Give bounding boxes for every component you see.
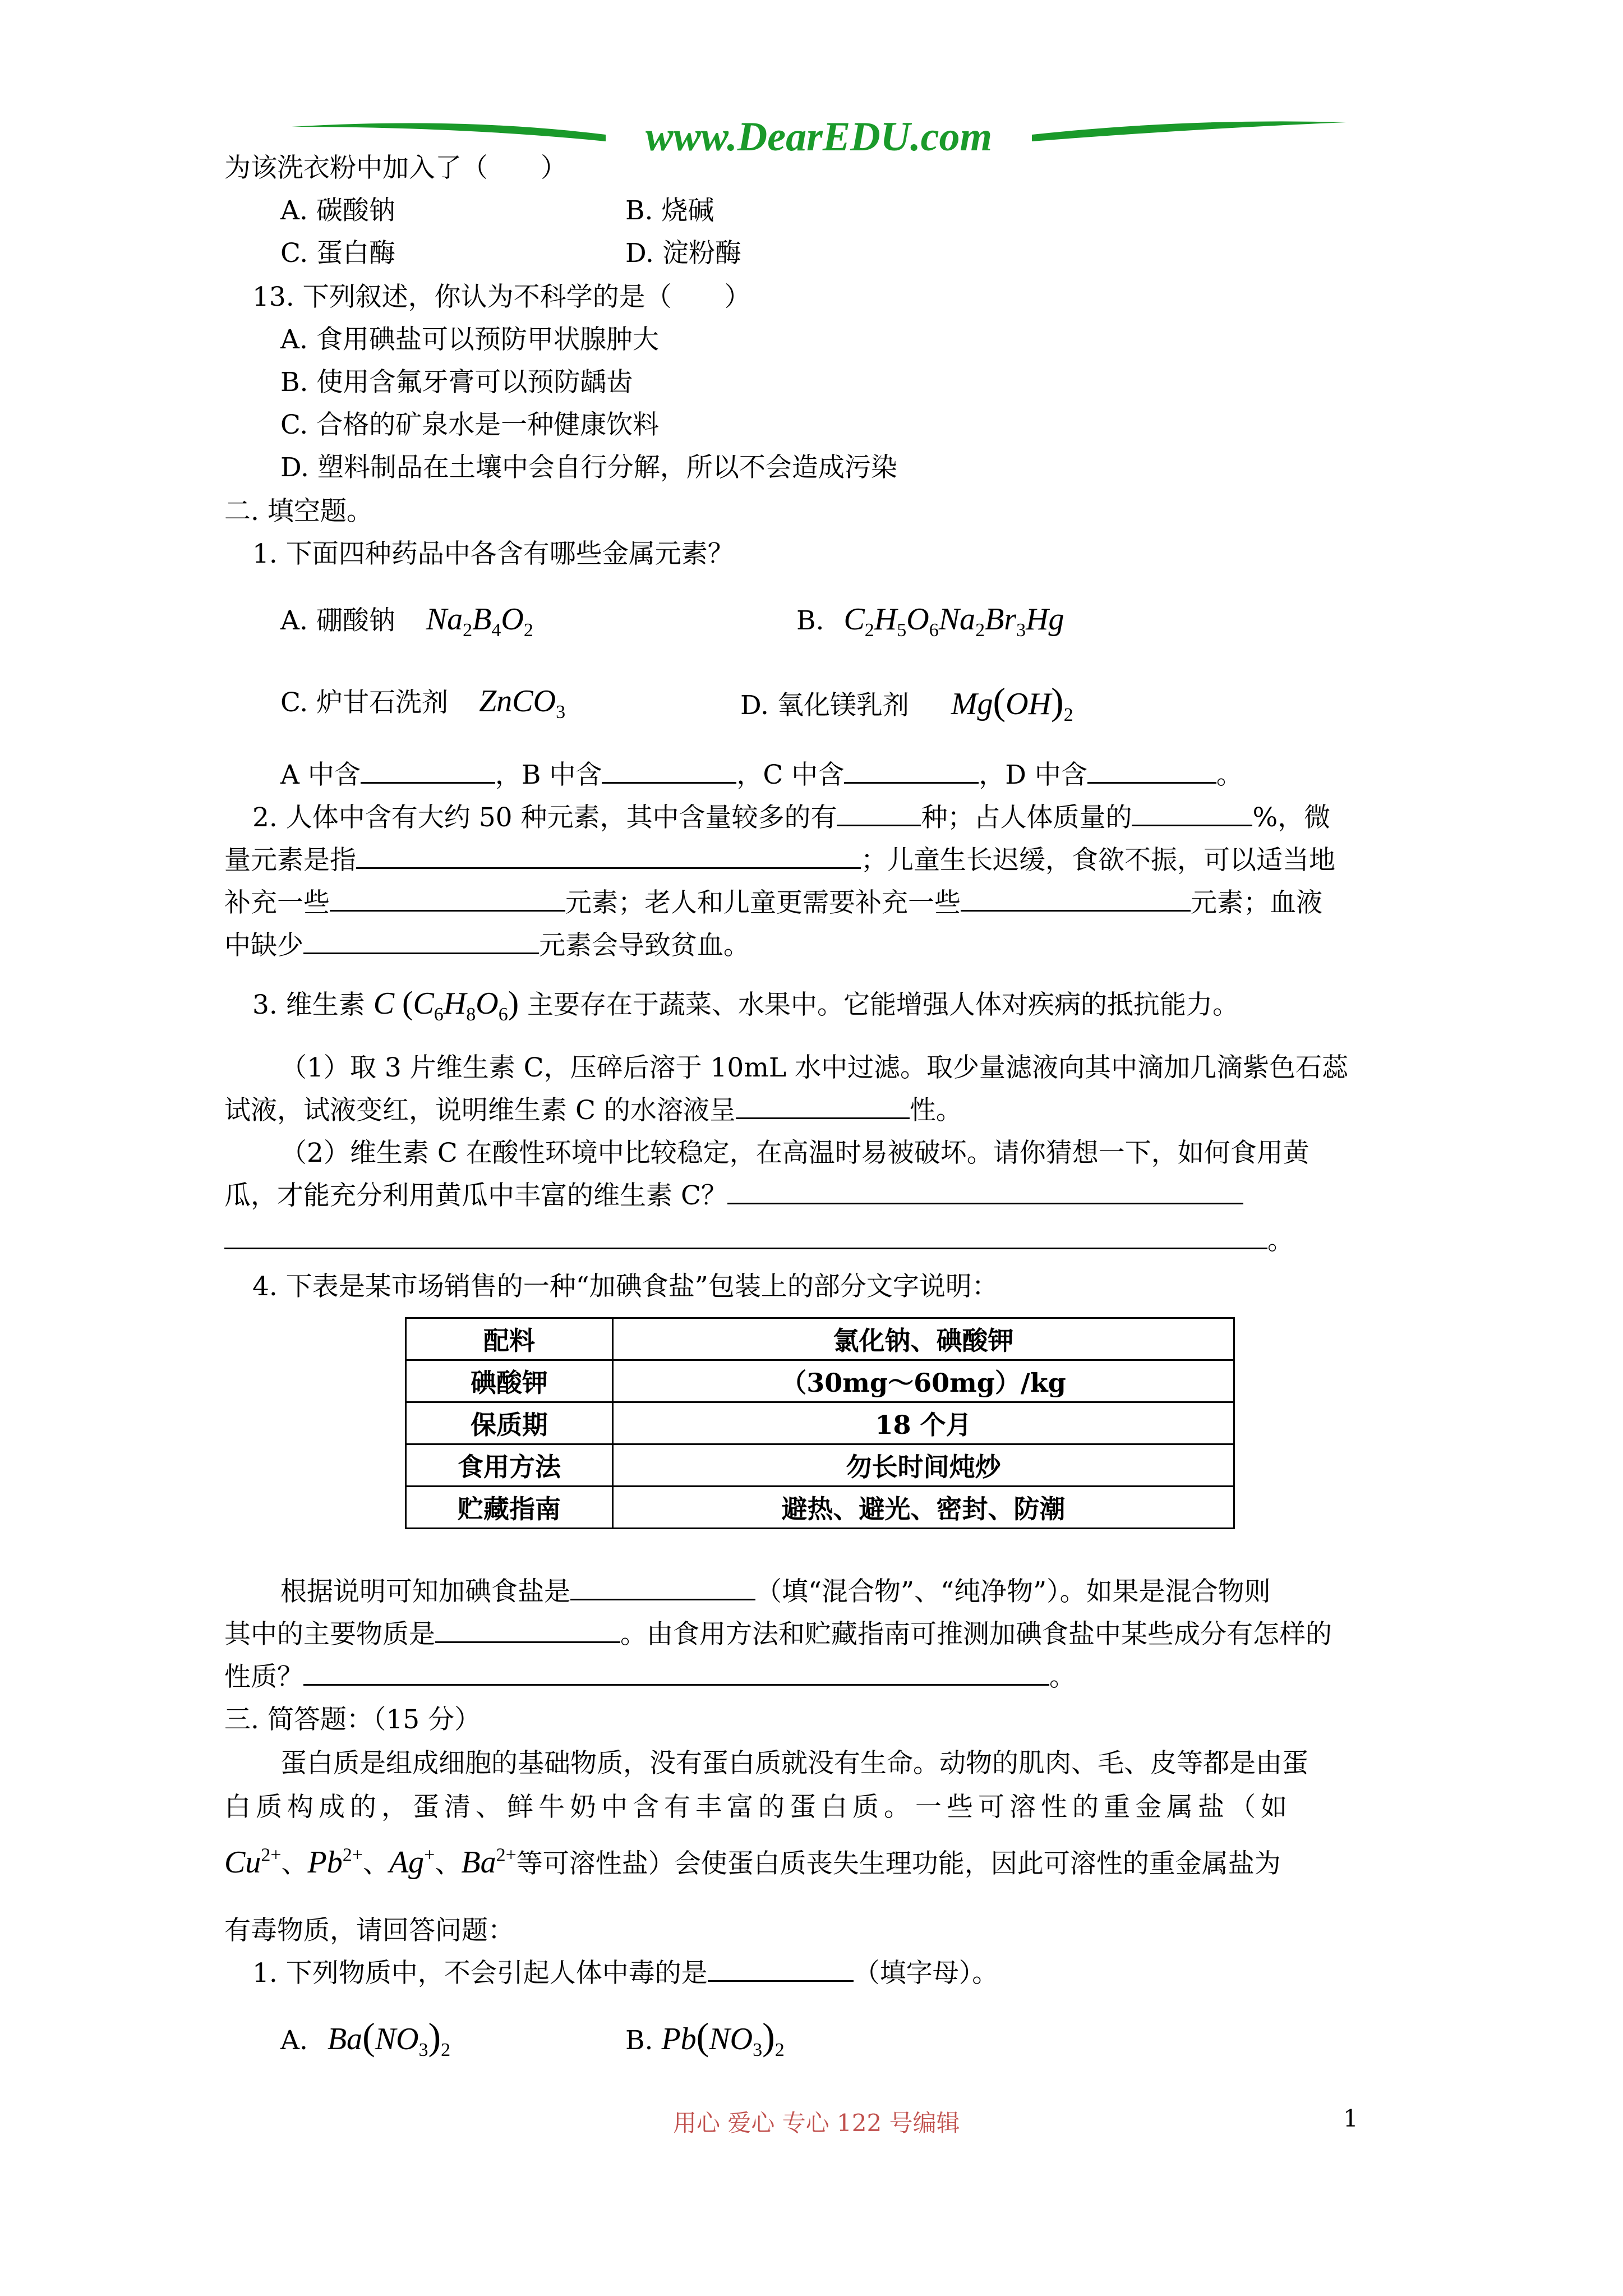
table-key: 碘酸钾 [406, 1360, 613, 1402]
text: （填字母）。 [853, 1958, 999, 1989]
s2-q2-line1 [252, 800, 1330, 836]
table-value: 氯化钠、碘酸钾 [613, 1318, 1234, 1360]
s2-q3-p2-line3 [224, 1223, 1294, 1259]
text: 种；占人体质量的 [921, 802, 1132, 833]
s2-q4-line2 [224, 1617, 1332, 1653]
s2-q1-option-d [740, 680, 1073, 725]
formula-znco3: ZnCO$_3$ [479, 684, 566, 723]
s2-q1-fill [280, 757, 1243, 793]
blank-acidity[interactable] [736, 1093, 910, 1119]
s3-q1-option-a [280, 2015, 451, 2060]
blank-c[interactable] [844, 757, 979, 784]
s2-q3-p1-line2 [224, 1093, 962, 1129]
text: 性。 [909, 1095, 962, 1126]
fill-c-label: ，C 中含 [736, 760, 845, 790]
s2-q1-option-b [796, 601, 1064, 639]
s2-q1-stem: 1. 下面四种药品中各含有哪些金属元素？ [252, 539, 734, 569]
footer-text: 用心 爱心 专心 122 号编辑 [673, 2109, 960, 2137]
text: 中缺少 [224, 930, 303, 961]
formula-merbromin: $C_2H_5O_6Na_2Br_3Hg$ [843, 602, 1064, 641]
table-value: 避热、避光、密封、防潮 [613, 1487, 1234, 1529]
blank-element-count[interactable] [837, 800, 921, 826]
formula-ba-no3-2: $Ba(NO_3)_2$ [327, 2015, 451, 2060]
formula-na2b4o2: $Na_2B_4O_2$ [426, 602, 533, 641]
table-row [406, 1318, 1234, 1360]
blank-b[interactable] [602, 757, 736, 784]
q12-option-d: D. 淀粉酶 [625, 238, 741, 269]
s2-q4-line1 [280, 1574, 1271, 1610]
option-b-label: B. [625, 2025, 653, 2056]
s2-q4-line3 [224, 1659, 1076, 1695]
s3-para-line1: 蛋白质是组成细胞的基础物质，没有蛋白质就没有生命。动物的肌肉、毛、皮等都是由蛋 [280, 1748, 1308, 1779]
blank-cucumber-1[interactable] [727, 1178, 1243, 1204]
q13-option-c: C. 合格的矿泉水是一种健康饮料 [280, 409, 660, 440]
section-2-title: 二. 填空题。 [224, 496, 373, 527]
blank-mixture[interactable] [570, 1574, 755, 1600]
table-key: 贮藏指南 [406, 1487, 613, 1529]
blank-property[interactable] [303, 1659, 1049, 1686]
s2-q3-p2-line1: （2）维生素 C 在酸性环境中比较稳定，在高温时易被破坏。请你猜想一下，如何食用黄 [280, 1138, 1310, 1168]
text: 补充一些 [224, 887, 330, 918]
s3-para-line3 [224, 1844, 1281, 1882]
option-d-label: D. 氧化镁乳剂 [740, 690, 909, 721]
table-value: 18 个月 [613, 1402, 1234, 1444]
text: ；儿童生长迟缓，食欲不振，可以适当地 [861, 845, 1335, 876]
text: 等可溶性盐）会使蛋白质丧失生理功能，因此可溶性的重金属盐为 [516, 1848, 1281, 1879]
fill-end: 。 [1216, 760, 1243, 790]
text: 、 [435, 1848, 462, 1879]
q12-option-c: C. 蛋白酶 [280, 238, 396, 269]
text: 、 [281, 1848, 308, 1879]
text: 量元素是指 [224, 845, 356, 876]
blank-main-substance[interactable] [435, 1617, 620, 1643]
blank-trace-definition[interactable] [356, 843, 861, 869]
blank-elder-element[interactable] [961, 885, 1191, 912]
section-3-title: 三. 简答题：（15 分） [224, 1704, 481, 1735]
formula-pb-no3-2: $Pb(NO_3)_2$ [661, 2015, 785, 2060]
page-number: 1 [1343, 2105, 1358, 2132]
ion-cu: $Cu^{2+}$ [224, 1844, 282, 1880]
s2-q1-option-c [280, 683, 565, 721]
text: 元素会导致贫血。 [539, 930, 750, 961]
text: 性质？ [224, 1662, 303, 1692]
text: 元素；血液 [1191, 887, 1322, 918]
table-key: 保质期 [406, 1402, 613, 1444]
formula-vitamin-c: C $(C_6H_8O_6)$ [373, 984, 519, 1025]
text: （填“混合物”、“纯净物”）。如果是混合物则 [755, 1576, 1271, 1607]
s2-q3-p2-line2 [224, 1178, 1243, 1214]
s3-q1-option-b [625, 2015, 785, 2060]
s3-para-line2: 白质构成的，蛋清、鲜牛奶中含有丰富的蛋白质。一些可溶性的重金属盐（如 [224, 1792, 1292, 1823]
s3-para-line4: 有毒物质，请回答问题： [224, 1915, 514, 1946]
option-c-label: C. 炉甘石洗剂 [280, 687, 449, 718]
text: 其中的主要物质是 [224, 1619, 435, 1650]
s2-q2-line4 [224, 928, 750, 964]
text: 元素；老人和儿童更需要补充一些 [565, 887, 961, 918]
option-a-label: A. 硼酸钠 [280, 605, 395, 636]
s2-q3-stem [252, 985, 1239, 1023]
s2-q1-option-a [280, 601, 533, 639]
blank-d[interactable] [1087, 757, 1216, 784]
blank-anemia-element[interactable] [303, 928, 539, 954]
q12-option-b: B. 烧碱 [625, 195, 714, 226]
blank-a[interactable] [361, 757, 495, 784]
fill-d-label: ，D 中含 [979, 760, 1087, 790]
s2-q2-line3 [224, 885, 1322, 921]
text: %，微 [1252, 802, 1331, 833]
option-a-label: A. [280, 2025, 308, 2056]
ion-pb: $Pb^{2+}$ [307, 1844, 363, 1880]
q13-option-a: A. 食用碘盐可以预防甲状腺肿大 [280, 324, 659, 355]
text: 2. 人体中含有大约 50 种元素，其中含量较多的有 [252, 802, 837, 833]
salt-label-table [405, 1317, 1235, 1529]
site-name: www.DearEDU.com [645, 114, 993, 160]
table-key: 食用方法 [406, 1444, 613, 1487]
text: 瓜，才能充分利用黄瓜中丰富的维生素 C？ [224, 1180, 727, 1211]
q13-option-d: D. 塑料制品在土壤中会自行分解，所以不会造成污染 [280, 452, 897, 483]
blank-nontoxic[interactable] [708, 1955, 854, 1982]
text: 3. 维生素 [252, 990, 365, 1020]
blank-mass-percent[interactable] [1132, 800, 1252, 826]
text: 主要存在于蔬菜、水果中。它能增强人体对疾病的抵抗能力。 [527, 990, 1239, 1020]
ion-ba: $Ba^{2+}$ [461, 1844, 517, 1880]
table-row [406, 1360, 1234, 1402]
q12-stem-tail: 为该洗衣粉中加入了（ ） [224, 153, 567, 183]
table-row [406, 1402, 1234, 1444]
option-b-label: B. [796, 605, 824, 636]
table-value: （30mg～60mg）/kg [613, 1360, 1234, 1402]
table-value: 勿长时间炖炒 [613, 1444, 1234, 1487]
q13-option-b: B. 使用含氟牙膏可以预防龋齿 [280, 367, 633, 398]
s2-q3-p1-line1: （1）取 3 片维生素 C，压碎后溶于 10mL 水中过滤。取少量滤液向其中滴加几滴紫色石蕊 [280, 1052, 1349, 1083]
blank-cucumber-2[interactable] [224, 1223, 1267, 1249]
text: 根据说明可知加碘食盐是 [280, 1576, 570, 1607]
q12-option-a: A. 碳酸钠 [280, 195, 395, 226]
text: 试液，试液变红，说明维生素 C 的水溶液呈 [224, 1095, 736, 1126]
text: 、 [362, 1848, 389, 1879]
s2-q2-line2 [224, 843, 1335, 878]
q13-stem: 13. 下列叙述，你认为不科学的是（ ） [252, 282, 751, 312]
s3-q1 [252, 1955, 998, 1991]
fill-a-label: A 中含 [280, 760, 361, 790]
table-key: 配料 [406, 1318, 613, 1360]
table-row [406, 1487, 1234, 1529]
fill-b-label: ，B 中含 [495, 760, 602, 790]
text: 。由食用方法和贮藏指南可推测加碘食盐中某些成分有怎样的 [620, 1619, 1332, 1650]
s2-q4-stem: 4. 下表是某市场销售的一种“加碘食盐”包装上的部分文字说明： [252, 1271, 998, 1302]
table-row [406, 1444, 1234, 1487]
formula-mgoh2: $Mg(OH)_2$ [951, 680, 1073, 725]
ion-ag: Ag+ [389, 1844, 435, 1880]
blank-child-element[interactable] [330, 885, 565, 912]
text: 。 [1267, 1225, 1294, 1256]
text: 。 [1049, 1662, 1076, 1692]
text: 1. 下列物质中，不会引起人体中毒的是 [252, 1958, 708, 1989]
